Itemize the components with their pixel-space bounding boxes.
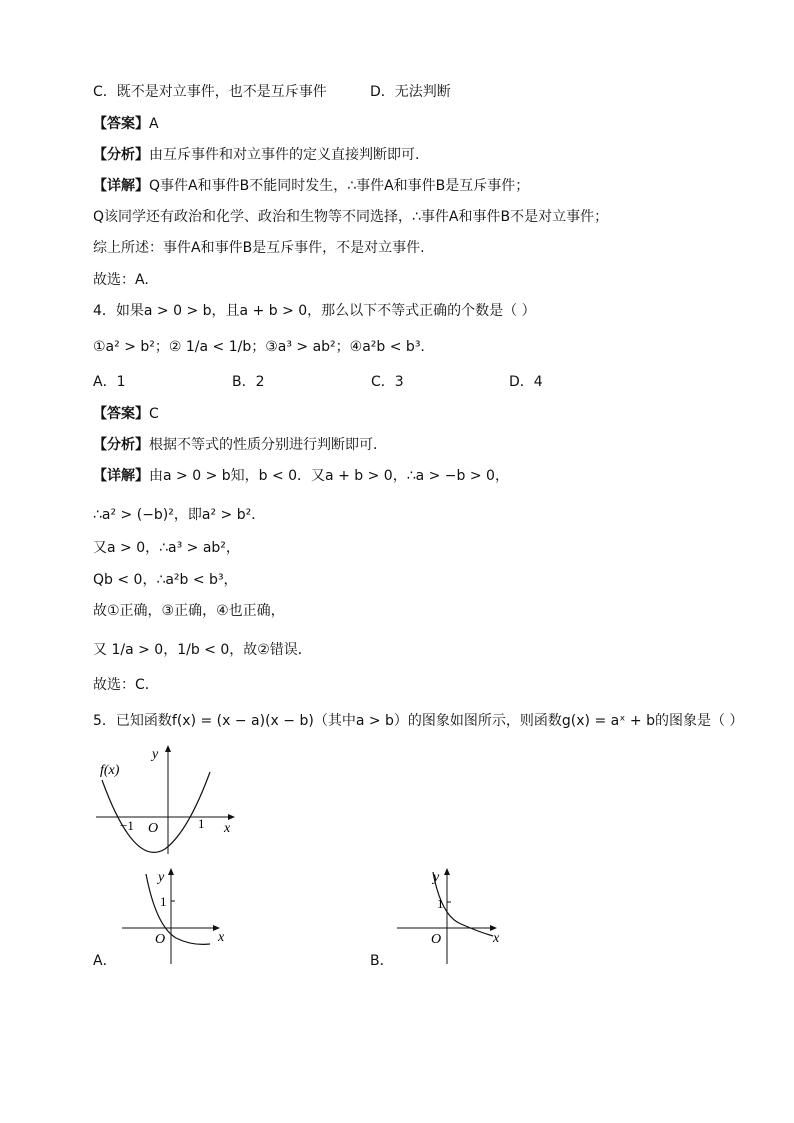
q4-option-a: A．1 [93, 374, 126, 390]
a-graph-label-y: y [158, 870, 165, 885]
q4-detail-1: 【详解】由a > 0 > b知，b < 0．又a + b > 0，∴a > −b > 0， [93, 468, 509, 484]
a-graph-label-one: 1 [160, 894, 167, 909]
q4-detail-2: ∴a² > (−b)²，即a² > b²． [93, 507, 266, 523]
f-graph-label-one: 1 [198, 816, 205, 831]
q3-detail-1: 【详解】Q事件A和事件B不能同时发生，∴事件A和事件B是互斥事件； [93, 178, 530, 194]
q4-option-d: D．4 [509, 374, 543, 390]
b-graph-y-arrow [444, 868, 450, 875]
q4-detail-3: 又a > 0，∴a³ > ab²， [93, 540, 240, 556]
q4-option-b: B．2 [232, 374, 265, 390]
q4-detail-5: 故①正确，③正确，④也正确， [93, 603, 285, 619]
q4-detail-6: 又 1/a > 0，1/b < 0，故②错误． [93, 642, 312, 658]
q3-answer: 【答案】A [93, 116, 159, 132]
q3-detail-2: Q该同学还有政治和化学、政治和生物等不同选择，∴事件A和事件B不是对立事件； [93, 209, 609, 225]
f-graph-x-arrow [228, 814, 235, 820]
f-graph-label-neg1: −1 [120, 818, 134, 833]
q3-analysis: 【分析】由互斥事件和对立事件的定义直接判断即可. [93, 147, 420, 163]
q4-items: ①a² > b²；② 1/a < 1/b；③a³ > ab²；④a²b < b³. [93, 339, 425, 355]
f-graph-label-y: y [152, 747, 159, 762]
f-graph-curve [102, 772, 210, 852]
b-graph-label-one: 1 [437, 896, 444, 911]
f-graph-label-f: f(x) [100, 763, 120, 778]
option-a-graph [118, 866, 233, 966]
q3-detail-3: 综上所述：事件A和事件B是互斥事件，不是对立事件. [93, 240, 425, 256]
q5-option-a: A． [93, 953, 117, 969]
q4-answer: 【答案】C [93, 406, 159, 422]
f-graph [92, 742, 242, 857]
q4-option-c: C．3 [371, 374, 404, 390]
q4-detail-4: Qb < 0，∴a²b < b³， [93, 572, 238, 588]
a-graph-label-o: O [155, 932, 166, 947]
q5-stem: 5．已知函数f(x) = (x − a)(x − b)（其中a > b）的图象如图所示，则函数g(x) = aˣ + b的图象是（ ） [93, 713, 744, 729]
q3-choose: 故选：A. [93, 272, 149, 288]
b-graph-label-x: x [493, 931, 500, 946]
f-graph-label-o: O [148, 821, 159, 836]
q5-option-b: B． [370, 953, 394, 969]
q4-choose: 故选：C． [93, 677, 159, 693]
option-b-graph [393, 866, 508, 966]
f-graph-y-arrow [165, 745, 171, 752]
b-graph-label-o: O [431, 932, 442, 947]
q3-option-d: D．无法判断 [370, 84, 451, 100]
a-graph-y-arrow [168, 868, 174, 875]
q4-analysis: 【分析】根据不等式的性质分别进行判断即可． [93, 437, 387, 453]
q3-option-c: C．既不是对立事件，也不是互斥事件 [93, 84, 327, 100]
b-graph-label-y: y [433, 870, 440, 885]
f-graph-label-x: x [224, 821, 231, 836]
a-graph-label-x: x [218, 930, 225, 945]
q4-stem: 4．如果a > 0 > b，且a + b > 0，那么以下不等式正确的个数是（ ） [93, 303, 536, 319]
